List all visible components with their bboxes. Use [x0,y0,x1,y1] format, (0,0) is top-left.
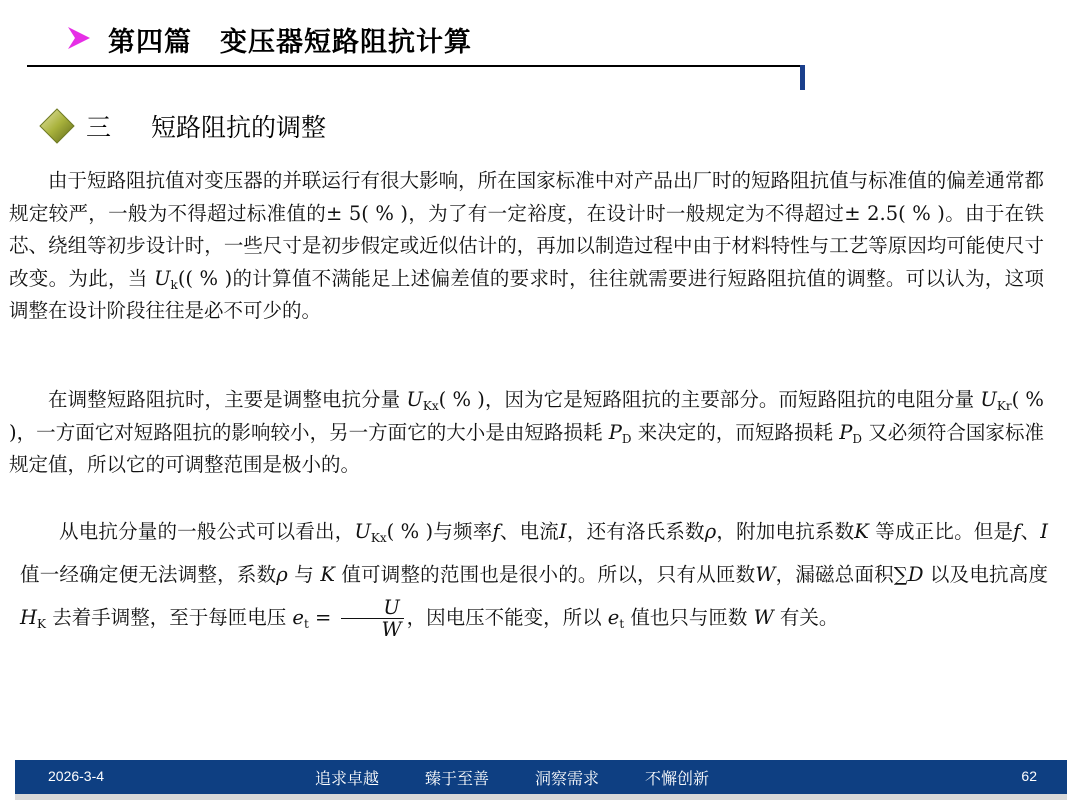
footer-slogan: 不懈创新 [645,769,710,788]
footer-slogans [315,766,755,789]
page-title: 第四篇 变压器短路阻抗计算 [108,27,472,58]
footer-slogan: 追求卓越 [315,769,380,788]
slide-footer [15,760,1067,794]
fraction-u-over-w: $\frac{U}{W}$ [341,597,404,641]
paragraph-1: 由于短路阻抗值对变压器的并联运行有很大影响，所在国家标准中对产品出厂时的短路阻抗值与标准值的偏差通常都规定较严，一般为不得超过标准值的± 5( % )，为了有一定裕度，在设计时一般规定为不得超过± 2.5( % )。由于在铁芯、绕组等初步设计时，一些尺寸是初步假定或近似估计的，再加以制造过程中由于材料特性与工艺等原因均可能使尺寸改变。为此，当 $U_k$(( % )的计算值不满能足上述偏差值的要求时，往往就需要进行短路阻抗值的调整。可以认为，这项调整在设计阶段往往是必不可少的。 [9,169,1044,322]
header-divider [27,65,803,67]
section-title: 短路阻抗的调整 [151,113,327,142]
footer-slogan: 洞察需求 [535,769,600,788]
paragraph-2: 在调整短路阻抗时，主要是调整电抗分量 $U_{Kx}$( % )，因为它是短路阻抗的主要部分。而短路阻抗的电阻分量 $U_{Kr}$( % )，一方面它对短路阻抗的影响较小，另一方面它的大小是由短路损耗 $P_D$ 来决定的，而短路损耗 $P_D$ 又必须符合国家标准规定值，所以它的可调整范围是极小的。 [9,388,1044,476]
diamond-bullet-icon [38,107,76,145]
page-number: 62 [1021,768,1037,784]
paragraph-3: 从电抗分量的一般公式可以看出，$U_{Kx}$( % )与频率f、电流I，还有洛氏系数ρ，附加电抗系数K 等成正比。但是f、I 值一经确定便无法调整，系数ρ 与 K 值可调整的范围也是很小的。所以，只有从匝数W，漏磁总面积∑D 以及电抗高度$H_K$ 去着手调整，至于每匝电压 $e_t$ = $\frac{U}{W}$ ，因电压不能变，所以 $e_t$ 值也只与匝数 W 有关。 [20,520,1048,641]
footer-shadow [15,794,1067,800]
header-divider-accent [800,65,805,90]
footer-date: 2026-3-4 [48,768,105,784]
section-heading [38,106,326,146]
arrow-bullet-icon [66,25,92,51]
footer-slogan: 臻于至善 [425,769,490,788]
section-number: 三 [86,113,112,142]
slide-header [0,0,1080,92]
